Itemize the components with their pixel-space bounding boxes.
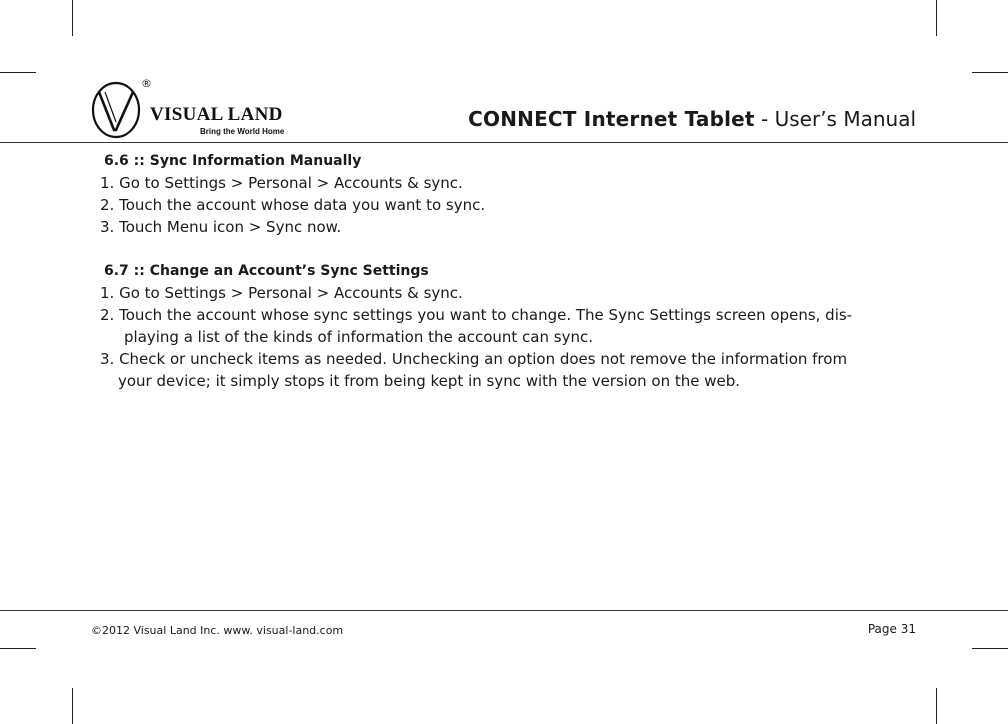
list-item: 3. Touch Menu icon > Sync now. (100, 218, 342, 236)
crop-mark-left-lower (0, 648, 36, 649)
steps-list (100, 282, 924, 392)
crop-mark-bottom-right (936, 688, 937, 724)
crop-mark-left-upper (0, 72, 36, 73)
logo-tagline: Bring the World Home (200, 127, 285, 136)
crop-mark-bottom-left (72, 688, 73, 724)
section-heading: 6.6 :: Sync Information Manually (104, 153, 362, 169)
section-heading: 6.7 :: Change an Account’s Sync Settings (104, 263, 429, 279)
crop-mark-top-left (72, 0, 73, 36)
logo-wordmark: VISUAL LAND (150, 104, 283, 125)
section-spacer (104, 238, 924, 260)
footer-divider (0, 610, 1008, 611)
steps-list (100, 172, 924, 238)
page-number: Page 31 (867, 622, 916, 636)
header-title-product: CONNECT Internet Tablet (468, 107, 755, 131)
page-header-title (468, 107, 916, 131)
list-item: 2. Touch the account whose data you want to sync. (100, 196, 486, 214)
manual-content (100, 150, 924, 392)
list-item: 1. Go to Settings > Personal > Accounts & sync. (100, 174, 463, 192)
section-change-sync-settings (100, 260, 924, 392)
header-divider (0, 142, 1008, 143)
registered-mark: ® (141, 77, 152, 90)
crop-mark-right-lower (972, 648, 1008, 649)
crop-mark-top-right (936, 0, 937, 36)
list-item: 2. Touch the account whose sync settings you want to change. The Sync Settings screen opens, dis- (100, 306, 853, 324)
list-item: 3. Check or uncheck items as needed. Unchecking an option does not remove the information from (100, 350, 848, 368)
crop-mark-right-upper (972, 72, 1008, 73)
list-item: 1. Go to Settings > Personal > Accounts & sync. (100, 284, 463, 302)
header-title-suffix: - User’s Manual (754, 107, 916, 131)
visual-land-logo (90, 77, 300, 140)
list-item-continuation: your device; it simply stops it from being kept in sync with the version on the web. (118, 372, 741, 390)
list-item-continuation: playing a list of the kinds of information the account can sync. (124, 328, 593, 346)
section-sync-manually (100, 150, 924, 238)
footer-copyright: ©2012 Visual Land Inc. www. visual-land.com (91, 624, 344, 637)
